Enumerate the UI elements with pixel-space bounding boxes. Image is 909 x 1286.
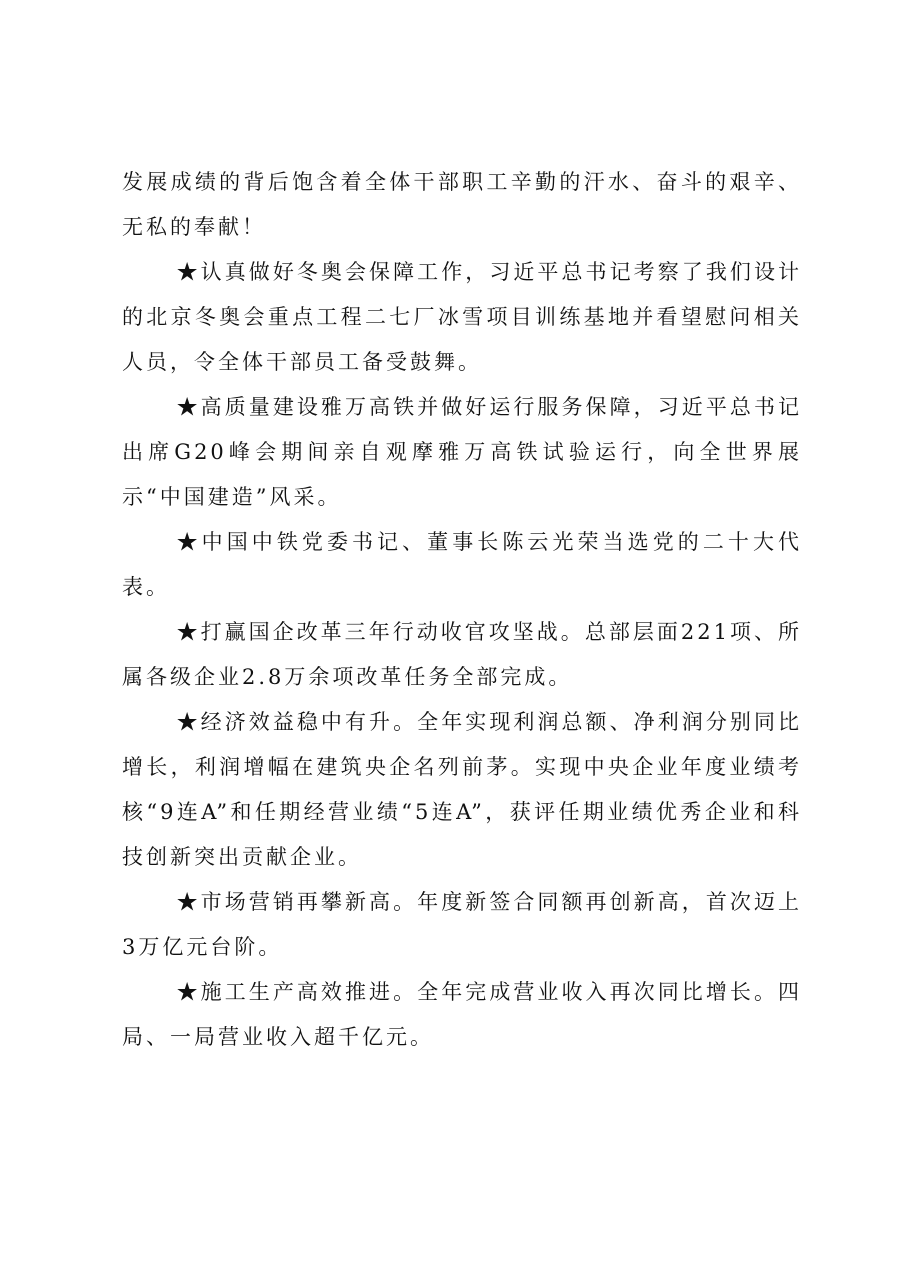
paragraph-party-congress: ★中国中铁党委书记、董事长陈云光荣当选党的二十大代表。 xyxy=(122,530,802,599)
paragraph-economic-benefits: ★经济效益稳中有升。全年实现利润总额、净利润分别同比增长，利润增幅在建筑央企名列前茅。实现中央企业年度业绩考核“9连A”和任期经营业绩“5连A”，获评任期业绩优秀企业和科技创新突出贡献企业。 xyxy=(122,710,802,869)
paragraph-jakarta-bandung-railway: ★高质量建设雅万高铁并做好运行服务保障，习近平总书记出席G20峰会期间亲自观摩雅万高铁试验运行，向全世界展示“中国建造”风采。 xyxy=(122,395,802,509)
paragraph-soe-reform: ★打赢国企改革三年行动收官攻坚战。总部层面221项、所属各级企业2.8万余项改革任务全部完成。 xyxy=(122,620,802,689)
document-body xyxy=(122,160,802,1060)
paragraph-marketing: ★市场营销再攀新高。年度新签合同额再创新高，首次迈上3万亿元台阶。 xyxy=(122,890,802,959)
paragraph-construction: ★施工生产高效推进。全年完成营业收入再次同比增长。四局、一局营业收入超千亿元。 xyxy=(122,980,802,1049)
paragraph-winter-olympics: ★认真做好冬奥会保障工作，习近平总书记考察了我们设计的北京冬奥会重点工程二七厂冰雪项目训练基地并看望慰问相关人员，令全体干部员工备受鼓舞。 xyxy=(122,260,802,374)
paragraph-intro: 发展成绩的背后饱含着全体干部职工辛勤的汗水、奋斗的艰辛、无私的奉献！ xyxy=(122,170,802,239)
